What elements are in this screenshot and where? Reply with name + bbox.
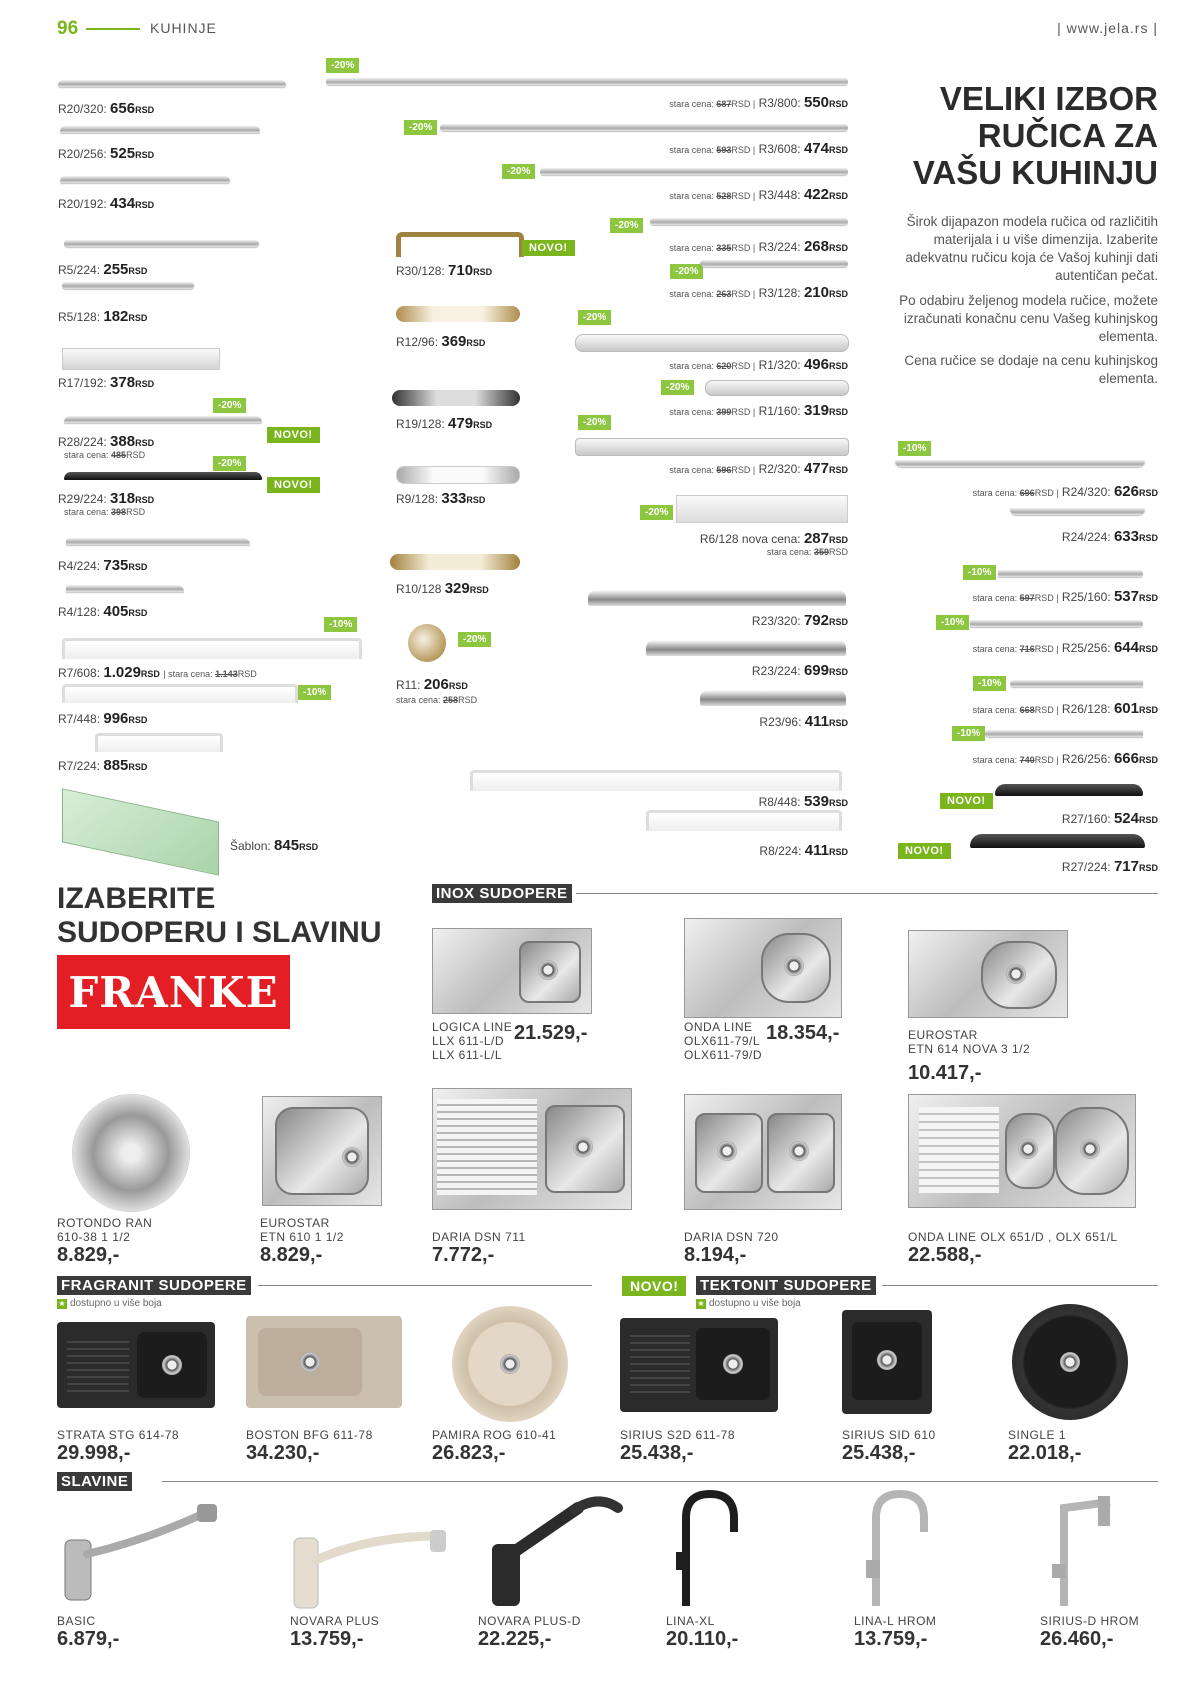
- product-name: SIRIUS S2D 611-78: [620, 1428, 735, 1442]
- handle-label: Šablon: 845RSD: [230, 837, 319, 854]
- handle-label: R30/128: 710RSD: [396, 262, 493, 279]
- handle-label: stara cena: 687RSD | R3/800: 550RSD: [669, 94, 848, 111]
- sink-sirius-s2d-image: [620, 1318, 778, 1412]
- discount-badge: -10%: [952, 726, 985, 741]
- handle-label: stara cena: 263RSD | R3/128: 210RSD: [669, 284, 848, 301]
- discount-badge: -20%: [326, 58, 359, 73]
- handle-r23-320-image: [588, 590, 846, 606]
- sink-eurostar-nova-image: [908, 930, 1068, 1018]
- product-price: 8.829,-: [57, 1244, 120, 1266]
- handle-r8-448-image: [470, 770, 842, 791]
- product-name: ROTONDO RAN 610-38 1 1/2: [57, 1216, 153, 1244]
- handle-label: R7/224: 885RSD: [58, 757, 148, 774]
- product-price: 29.998,-: [57, 1442, 131, 1464]
- product-name: DARIA DSN 711: [432, 1230, 526, 1244]
- product-name: NOVARA PLUS-D: [478, 1614, 581, 1628]
- product-name: NOVARA PLUS: [290, 1614, 380, 1628]
- product-price: 25.438,-: [620, 1442, 694, 1464]
- page-number: 96: [57, 18, 79, 39]
- product-price: 7.772,-: [432, 1244, 495, 1266]
- promo-paragraph: Širok dijapazon modela ručica od različitih materijala i u više dimenzija. Izaberite adekvatnu ručicu koja će Vašoj kuhinji dati autentičan pečat.: [905, 214, 1158, 283]
- handle-label: R27/160: 524RSD: [1061, 810, 1158, 827]
- handle-label: R28/224: 388RSD: [58, 433, 155, 450]
- handle-r4-224-image: [66, 538, 250, 545]
- product-name: LINA-L HROM: [854, 1614, 937, 1628]
- product-name: SIRIUS SID 610: [842, 1428, 936, 1442]
- handle-r30-128-image: [396, 232, 524, 257]
- discount-badge: -20%: [661, 380, 694, 395]
- handle-label: stara cena: 740RSD | R26/256: 666RSD: [972, 750, 1158, 767]
- promo-title-line: VELIKI IZBOR: [939, 80, 1158, 117]
- handle-r7-224-image: [95, 733, 223, 752]
- tektonit-sinks-heading: TEKTONIT SUDOPERE: [696, 1276, 876, 1295]
- sink-eurostar-etn610-image: [262, 1096, 382, 1206]
- handle-r26-128-image: [1010, 680, 1143, 687]
- sink-daria-711-image: [432, 1088, 632, 1210]
- new-badge: NOVO!: [898, 843, 951, 859]
- product-name: SIRIUS-D HROM: [1040, 1614, 1140, 1628]
- colors-available-note: ★ dostupno u više boja: [58, 1298, 162, 1309]
- handle-label: R24/224: 633RSD: [1061, 528, 1158, 545]
- sink-daria-720-image: [684, 1094, 842, 1210]
- discount-badge: -20%: [578, 415, 611, 430]
- sink-rotondo-image: [72, 1094, 190, 1212]
- product-price: 22.018,-: [1008, 1442, 1082, 1464]
- new-badge: NOVO!: [940, 793, 993, 809]
- handle-r27-224-image: [970, 834, 1145, 848]
- handle-label: stara cena: 668RSD | R26/128: 601RSD: [972, 700, 1158, 717]
- handle-r24-224-image: [1010, 508, 1145, 515]
- handle-label: R29/224: 318RSD: [58, 490, 155, 507]
- faucet-sirius-d-hrom-image: [1030, 1488, 1130, 1610]
- product-name: DARIA DSN 720: [684, 1230, 779, 1244]
- product-price: 22.588,-: [908, 1244, 982, 1266]
- handle-label: R4/128: 405RSD: [58, 603, 148, 620]
- section-divider: [882, 1285, 1158, 1286]
- sink-onda-line-651-image: [908, 1094, 1136, 1208]
- discount-badge: -10%: [324, 617, 357, 632]
- sinks-title-line: IZABERITE: [57, 882, 216, 915]
- product-price: 18.354,-: [766, 1022, 840, 1044]
- discount-badge: -20%: [640, 505, 673, 520]
- old-price: stara cena: 398RSD: [64, 507, 146, 517]
- old-price: stara cena: 258RSD: [396, 695, 478, 705]
- handle-r20-192-image: [60, 176, 230, 183]
- handle-label: stara cena: 696RSD | R24/320: 626RSD: [972, 483, 1158, 500]
- product-name: PAMIRA ROG 610-41: [432, 1428, 557, 1442]
- handle-r5-224-image: [64, 240, 259, 247]
- handle-r7-448-image: [62, 684, 298, 703]
- handle-label: R19/128: 479RSD: [396, 415, 493, 432]
- promo-paragraph: Cena ručice se dodaje na cenu kuhinjskog elementa.: [904, 353, 1158, 386]
- handle-label: stara cena: 716RSD | R25/256: 644RSD: [972, 639, 1158, 656]
- product-price: 22.225,-: [478, 1628, 552, 1650]
- product-name: BASIC: [57, 1614, 96, 1628]
- faucet-lina-l-hrom-image: [848, 1488, 948, 1610]
- handle-r8-224-image: [646, 810, 842, 831]
- handle-label: stara cena: 620RSD | R1/320: 496RSD: [669, 356, 848, 373]
- handle-label: R5/224: 255RSD: [58, 261, 148, 278]
- handle-r4-128-image: [66, 585, 184, 592]
- product-price: 26.823,-: [432, 1442, 506, 1464]
- handle-label: R20/192: 434RSD: [58, 195, 155, 212]
- handle-r3-608-image: [440, 124, 848, 131]
- handle-r26-256-image: [985, 730, 1143, 737]
- handle-label: R8/224: 411RSD: [759, 842, 848, 859]
- star-icon: ★: [697, 1299, 705, 1308]
- handle-r12-96-image: [396, 306, 520, 322]
- product-name: LINA-XL: [666, 1614, 715, 1628]
- handle-r20-256-image: [60, 126, 260, 133]
- new-badge: NOVO!: [267, 427, 320, 443]
- handle-r27-160-image: [995, 784, 1143, 796]
- product-price: 20.110,-: [666, 1628, 739, 1650]
- product-name: EUROSTAR ETN 610 1 1/2: [260, 1216, 344, 1244]
- inox-sinks-heading: INOX SUDOPERE: [432, 884, 572, 903]
- discount-badge: -10%: [973, 676, 1006, 691]
- new-badge: NOVO!: [522, 240, 575, 256]
- discount-badge: -20%: [578, 310, 611, 325]
- sink-single-1-image: [1012, 1304, 1128, 1420]
- discount-badge: -20%: [404, 120, 437, 135]
- handle-label: R23/320: 792RSD: [751, 612, 848, 629]
- handle-r3-448-image: [540, 168, 848, 175]
- handle-label: R23/224: 699RSD: [751, 662, 848, 679]
- handle-r7-608-image: [62, 638, 362, 659]
- handle-r25-160-image: [998, 570, 1143, 577]
- product-price: 13.759,-: [854, 1628, 928, 1650]
- handle-r20-320-image: [58, 80, 286, 87]
- new-badge: NOVO!: [267, 477, 320, 493]
- handle-r19-128-image: [392, 390, 520, 406]
- handle-label: R12/96: 369RSD: [396, 333, 486, 350]
- discount-badge: -20%: [213, 398, 246, 413]
- sink-boston-image: [246, 1316, 402, 1408]
- handle-r3-128-image: [700, 260, 848, 267]
- handle-r6-128-image: [676, 495, 848, 523]
- website-link[interactable]: | www.jela.rs |: [1057, 20, 1158, 36]
- handle-label: R20/320: 656RSD: [58, 100, 155, 117]
- handle-label: R17/192: 378RSD: [58, 374, 155, 391]
- handle-r28-224-image: [64, 416, 262, 423]
- discount-badge: -10%: [298, 685, 331, 700]
- colors-available-note: ★ dostupno u više boja: [697, 1298, 801, 1309]
- product-price: 26.460,-: [1040, 1628, 1114, 1650]
- handle-r10-128-image: [390, 554, 520, 570]
- section-divider: [258, 1285, 592, 1286]
- star-icon: ★: [58, 1299, 66, 1308]
- product-price: 25.438,-: [842, 1442, 916, 1464]
- product-price: 8.194,-: [684, 1244, 747, 1266]
- knob-r11-image: [408, 624, 446, 662]
- handle-r9-128-image: [396, 466, 520, 484]
- product-name: ONDA LINE OLX 651/D , OLX 651/L: [908, 1230, 1118, 1244]
- promo-paragraph: Po odabiru željenog modela ručice, možete izračunati konačnu cenu Vašeg kuhinjskog elementa.: [899, 293, 1158, 344]
- handle-label: R23/96: 411RSD: [759, 713, 848, 730]
- franke-logo: FRANKE: [57, 955, 290, 1029]
- faucet-novara-plus-d-image: [478, 1488, 628, 1610]
- handle-r23-224-image: [646, 640, 846, 656]
- faucet-basic-image: [57, 1500, 237, 1610]
- discount-badge: -20%: [213, 456, 246, 471]
- handle-label: R7/608: 1.029RSD | stara cena: 1.143RSD: [58, 664, 257, 681]
- handle-label: R5/128: 182RSD: [58, 308, 148, 325]
- handle-r5-128-image: [62, 282, 194, 289]
- handle-label: stara cena: 596RSD | R2/320: 477RSD: [669, 460, 848, 477]
- section-divider: [162, 1481, 1158, 1482]
- promo-title-line: RUČICA ZA: [977, 117, 1158, 154]
- template-sablon-image: [62, 788, 219, 875]
- product-price: 13.759,-: [290, 1628, 364, 1650]
- faucet-lina-xl-image: [660, 1488, 760, 1610]
- promo-title: [913, 80, 1158, 191]
- sink-onda-line-image: [684, 918, 842, 1018]
- discount-badge: -20%: [502, 164, 535, 179]
- header-divider: [86, 28, 140, 30]
- faucet-novara-plus-image: [290, 1516, 460, 1610]
- discount-badge: -20%: [670, 264, 703, 279]
- handle-label: R9/128: 333RSD: [396, 490, 486, 507]
- faucets-heading: SLAVINE: [57, 1472, 132, 1491]
- handle-r25-256-image: [970, 620, 1143, 627]
- handle-r23-96-image: [700, 690, 846, 706]
- handle-label: R7/448: 996RSD: [58, 710, 148, 727]
- product-price: 8.829,-: [260, 1244, 323, 1266]
- handle-label: R8/448: 539RSD: [758, 793, 848, 810]
- product-price: 10.417,-: [908, 1062, 982, 1084]
- handle-label: stara cena: 399RSD | R1/160: 319RSD: [669, 402, 848, 419]
- product-price: 21.529,-: [514, 1022, 588, 1044]
- product-name: BOSTON BFG 611-78: [246, 1428, 373, 1442]
- discount-badge: -10%: [898, 441, 931, 456]
- handle-r2-320-image: [575, 438, 849, 456]
- handle-label: stara cena: 593RSD | R3/608: 474RSD: [669, 140, 848, 157]
- handle-r1-320-image: [575, 334, 849, 352]
- discount-badge: -20%: [610, 218, 643, 233]
- handle-label: R10/128 329RSD: [396, 580, 489, 597]
- discount-badge: -10%: [963, 565, 996, 580]
- new-badge: NOVO!: [622, 1276, 686, 1296]
- sink-logica-line-image: [432, 928, 592, 1014]
- product-name: ONDA LINE OLX611-79/L OLX611-79/D: [684, 1020, 762, 1062]
- sink-pamira-image: [452, 1306, 568, 1422]
- product-name: SINGLE 1: [1008, 1428, 1067, 1442]
- handle-r3-800-image: [326, 78, 848, 85]
- discount-badge: -20%: [458, 632, 491, 647]
- product-name: STRATA STG 614-78: [57, 1428, 180, 1442]
- handle-r29-224-image: [64, 472, 262, 480]
- section-title: KUHINJE: [150, 20, 217, 36]
- handle-r17-192-image: [62, 348, 220, 370]
- handle-r3-224-image: [650, 218, 848, 225]
- section-divider: [576, 893, 1158, 894]
- sink-strata-image: [57, 1322, 215, 1408]
- handle-label: R6/128 nova cena: 287RSD: [699, 530, 848, 547]
- discount-badge: -10%: [936, 615, 969, 630]
- sink-sirius-sid-image: [842, 1310, 932, 1414]
- promo-title-line: VAŠU KUHINJU: [912, 154, 1158, 191]
- old-price: stara cena: 359RSD: [766, 547, 848, 557]
- product-name: LOGICA LINE LLX 611-L/D LLX 611-L/L: [432, 1020, 513, 1062]
- product-price: 6.879,-: [57, 1628, 120, 1650]
- sinks-title: [57, 882, 381, 950]
- handle-label: R4/224: 735RSD: [58, 557, 148, 574]
- handle-label: stara cena: 335RSD | R3/224: 268RSD: [669, 238, 848, 255]
- handle-label: R11: 206RSD: [396, 676, 468, 693]
- handle-r1-160-image: [705, 380, 849, 396]
- sinks-title-line: SUDOPERU I SLAVINU: [57, 916, 382, 949]
- handle-r24-320-image: [895, 460, 1145, 467]
- old-price: stara cena: 485RSD: [64, 450, 146, 460]
- product-name: EUROSTAR ETN 614 NOVA 3 1/2: [908, 1028, 1031, 1056]
- fragranit-sinks-heading: FRAGRANIT SUDOPERE: [57, 1276, 251, 1295]
- handle-label: stara cena: 597RSD | R25/160: 537RSD: [972, 588, 1158, 605]
- product-price: 34.230,-: [246, 1442, 320, 1464]
- handle-label: R20/256: 525RSD: [58, 145, 155, 162]
- handle-label: R27/224: 717RSD: [1061, 858, 1158, 875]
- handle-label: stara cena: 528RSD | R3/448: 422RSD: [669, 186, 848, 203]
